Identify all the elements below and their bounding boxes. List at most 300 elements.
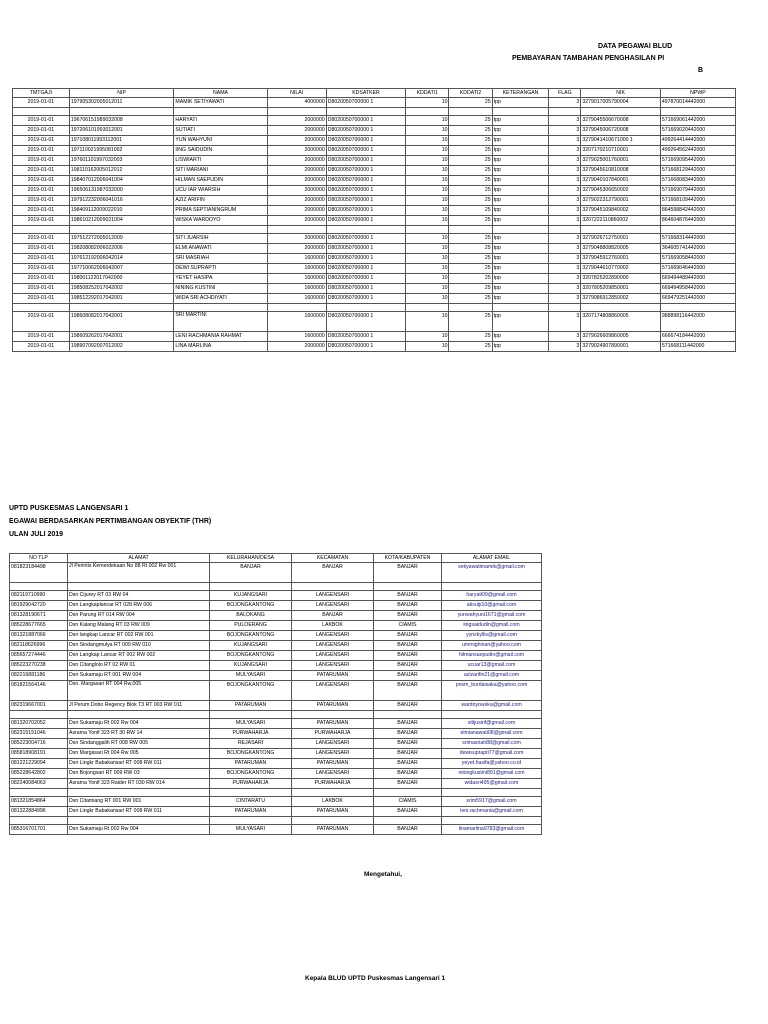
table1-cell: tpp xyxy=(492,116,549,126)
table2-cell: PATARUMAN xyxy=(292,671,374,681)
table2-row xyxy=(10,651,542,661)
table1-empty-cell xyxy=(449,108,492,116)
table1-cell: 3279040107840001 xyxy=(581,176,661,186)
table1-cell: HARYATI xyxy=(174,116,267,126)
table1-cell: 10 xyxy=(406,146,449,156)
table1-cell: 2000000 xyxy=(267,206,326,216)
table1-cell: 25 xyxy=(449,206,492,216)
table1-empty-cell xyxy=(492,226,549,234)
table2-cell[interactable]: leni.rachmania@gmail.com xyxy=(442,807,542,817)
table1-empty-cell xyxy=(326,304,406,312)
table2-row xyxy=(10,729,542,739)
table1-row xyxy=(13,196,736,206)
table1-cell: 1600000 xyxy=(267,312,326,332)
table1-cell: tpp xyxy=(492,176,549,186)
table1-cell: 571669020442000 xyxy=(660,126,735,136)
table1-cell: 4000000 xyxy=(267,98,326,108)
table2-cell: MULYASARI xyxy=(210,719,292,729)
table1-cell: D8020050700000 1 xyxy=(326,146,406,156)
table1-empty-cell xyxy=(69,304,174,312)
table1-cell: 1600000 xyxy=(267,254,326,264)
table2-row xyxy=(10,641,542,651)
table1-cell: 3 xyxy=(549,254,581,264)
table1-cell: 2019-01-01 xyxy=(13,244,70,254)
table1-cell: 2019-01-01 xyxy=(13,156,70,166)
table2-cell: LANGENSARI xyxy=(292,631,374,641)
table2-cell: BANJAR xyxy=(374,779,442,789)
table1-cell: 197601101997032003 xyxy=(69,156,174,166)
table1-cell: 3279025001760001 xyxy=(581,156,661,166)
table2-row xyxy=(10,719,542,729)
table2-cell: Dsn Lingkr Babakansari RT 008 RW 011 xyxy=(68,759,210,769)
table1-cell: tpp xyxy=(492,206,549,216)
table2-cell: 082119710990 xyxy=(10,591,68,601)
table1-cell: 1600000 xyxy=(267,264,326,274)
table1-row xyxy=(13,254,736,264)
table1-cell: LENI RACHMANIA RAHMAT xyxy=(174,332,267,342)
table2-cell: 082319667001 xyxy=(10,701,68,711)
table2-cell: 085316701701 xyxy=(10,825,68,835)
table2-cell: BANJAR xyxy=(374,701,442,711)
table1-cell: 10 xyxy=(406,98,449,108)
table1-cell: 10 xyxy=(406,284,449,294)
table2-cell: BANJAR xyxy=(374,651,442,661)
table1-cell: 2000000 xyxy=(267,156,326,166)
table1-cell: 2019-01-01 xyxy=(13,234,70,244)
table1-empty-cell xyxy=(174,304,267,312)
table1-empty-cell xyxy=(69,108,174,116)
table1-cell: NINING KUSTINI xyxy=(174,284,267,294)
table1-cell: 10 xyxy=(406,116,449,126)
table1-cell: 3 xyxy=(549,196,581,206)
table1-cell: D8020050700000 1 xyxy=(326,264,406,274)
table2-row xyxy=(10,701,542,711)
table2-cell: LANGENSARI xyxy=(292,769,374,779)
table2-cell: BANJAR xyxy=(374,749,442,759)
table1-cell: 25 xyxy=(449,244,492,254)
table1-cell: 3279045006720008 xyxy=(581,126,661,136)
table2-cell: BANJAR xyxy=(374,611,442,621)
table2-cell: Asrama Yonif 323 RT 30 RW 14 xyxy=(68,729,210,739)
table1-empty-cell xyxy=(549,108,581,116)
table1-cell: 3207174808860005 xyxy=(581,312,661,332)
table1-cell: 3 xyxy=(549,244,581,254)
table2-cell[interactable]: haryati09@gmail.com xyxy=(442,591,542,601)
table1-cell: 571668129442000 xyxy=(660,166,735,176)
table2-cell: Dsn Cijurey RT 03 RW 04 xyxy=(68,591,210,601)
table1-cell: 196706151989032008 xyxy=(69,116,174,126)
table1-cell: tpp xyxy=(492,166,549,176)
table1-cell: 197110021995081002 xyxy=(69,146,174,156)
table1-cell: 25 xyxy=(449,254,492,264)
table2-cell[interactable]: widasri495@gmail.com xyxy=(442,779,542,789)
table1-cell: 25 xyxy=(449,216,492,226)
table2-cell: BANJAR xyxy=(374,719,442,729)
table1-cell: 3279041410671000 1 xyxy=(581,136,661,146)
table2-cell: REJASARI xyxy=(210,739,292,749)
table2-row xyxy=(10,611,542,621)
table1-cell: 2000000 xyxy=(267,116,326,126)
table1-cell: D8020050700000 1 xyxy=(326,156,406,166)
table1-cell: 10 xyxy=(406,156,449,166)
table2-cell[interactable]: ucuar13@gmail.com xyxy=(442,661,542,671)
table2-cell: 082315151046 xyxy=(10,729,68,739)
table2-cell: Jl Perum Dobo Regency Blok T3 RT 003 RW 011 xyxy=(68,701,210,711)
table1-cell: 3279045109840002 xyxy=(581,206,661,216)
table1-cell: 198907092007012002 xyxy=(69,342,174,352)
table1-cell: ELMI ANAWATI xyxy=(174,244,267,254)
table1-cell: 3 xyxy=(549,136,581,146)
table2-cell: PATARUMAN xyxy=(292,719,374,729)
table2-cell: LANGENSARI xyxy=(292,651,374,661)
table1-cell: SITI MARIANI xyxy=(174,166,267,176)
table1-cell: 571669061442000 xyxy=(660,116,735,126)
table2-cell[interactable]: hilmansaepudin@gmail.com xyxy=(442,651,542,661)
table1-cell: 571669095442000 xyxy=(660,156,735,166)
table1-cell: tpp xyxy=(492,274,549,284)
table1-cell: D8020050700000 1 xyxy=(326,342,406,352)
table1-cell: 2000000 xyxy=(267,216,326,226)
table1-cell: 10 xyxy=(406,332,449,342)
table2-cell: 085223004716 xyxy=(10,739,68,749)
table2-cell[interactable]: yyrizkyllis@gmail.com xyxy=(442,631,542,641)
table2-cell: Dsn Lingkr Babakansari RT 008 RW 011 xyxy=(68,807,210,817)
table1-cell: D8020050700000 1 xyxy=(326,332,406,342)
table1-empty-cell xyxy=(492,304,549,312)
table1-cell: 3 xyxy=(549,176,581,186)
table2-row xyxy=(10,631,542,641)
table1-cell: tpp xyxy=(492,186,549,196)
table2-empty-cell xyxy=(442,711,542,719)
table2-cell: 085223270238 xyxy=(10,661,68,671)
table1-cell: tpp xyxy=(492,332,549,342)
table1-cell: 571669058442000 xyxy=(660,254,735,264)
table2-empty-cell xyxy=(442,817,542,825)
table2-cell: Dsn Sukamaju Rt 002 Rw 004 xyxy=(68,825,210,835)
table2-empty-cell xyxy=(442,583,542,591)
table2-cell[interactable]: srimasriah88@gmail.com xyxy=(442,739,542,749)
table1-row xyxy=(13,206,736,216)
table1-cell: 2019-01-01 xyxy=(13,254,70,264)
table2-cell: PURWAHARJA xyxy=(292,729,374,739)
table1-cell: 2019-01-01 xyxy=(13,294,70,304)
table1-cell: 197912232006041016 xyxy=(69,196,174,206)
table1-cell: 10 xyxy=(406,342,449,352)
table2-cell[interactable]: yeyet.hasifa@yahoo.co.id xyxy=(442,759,542,769)
contact-table-header xyxy=(10,554,542,563)
table1-cell: 3279048808820005 xyxy=(581,244,661,254)
table1-cell: DEWI SUPRAPTI xyxy=(174,264,267,274)
table1-row xyxy=(13,284,736,294)
table2-cell: 085228642802 xyxy=(10,769,68,779)
table1-cell: 2000000 xyxy=(267,186,326,196)
table1-cell: 198208082006022006 xyxy=(69,244,174,254)
table2-cell: 085818908191 xyxy=(10,749,68,759)
contact-table xyxy=(9,553,542,835)
table1-cell: D8020050700000 1 xyxy=(326,206,406,216)
table1-cell: 2019-01-01 xyxy=(13,284,70,294)
table1-cell: 3 xyxy=(549,146,581,156)
table2-cell: PURWAHARJA xyxy=(292,779,374,789)
table2-cell: BOJONGKANTONG xyxy=(210,651,292,661)
table1-row xyxy=(13,136,736,146)
table1-cell: LISWIARTI xyxy=(174,156,267,166)
table1-cell: 25 xyxy=(449,166,492,176)
table2-row xyxy=(10,601,542,611)
table2-cell[interactable]: dewisuprapti77@gmail.com xyxy=(442,749,542,759)
table1-empty-cell xyxy=(326,226,406,234)
pegawai-table-header xyxy=(13,89,736,98)
table1-cell: IING SAIDUDIN xyxy=(174,146,267,156)
table1-cell: 3279045506670008 xyxy=(581,116,661,126)
table2-empty-cell xyxy=(10,583,68,591)
table1-cell: 2000000 xyxy=(267,146,326,156)
kepala-signature-label: Kepala BLUD UPTD Puskesmas Langensari 1 xyxy=(305,975,446,982)
table1-cell: 25 xyxy=(449,156,492,166)
table1-cell: 2019-01-01 xyxy=(13,116,70,126)
table2-empty-cell xyxy=(292,789,374,797)
table2-col-header: NO TLP xyxy=(10,554,68,563)
table2-empty-cell xyxy=(68,789,210,797)
table1-cell: 198508252017042002 xyxy=(69,284,174,294)
table1-cell: 25 xyxy=(449,274,492,284)
section2-title: UPTD PUSKESMAS LANGENSARI 1 xyxy=(9,505,129,512)
doc-title: DATA PEGAWAI BLUD xyxy=(598,43,673,50)
table1-empty-cell xyxy=(174,226,267,234)
table2-cell[interactable]: linamarlina9783@gmail.com xyxy=(442,825,542,835)
table2-cell: PURWAHARJA xyxy=(210,779,292,789)
table1-empty-cell xyxy=(581,108,661,116)
table1-cell: YUN WAHYUNI xyxy=(174,136,267,146)
table1-row xyxy=(13,186,736,196)
table1-cell: AZIZ ARIFIN xyxy=(174,196,267,206)
table1-cell: 571668111442000 xyxy=(660,342,735,352)
table1-cell: 2019-01-01 xyxy=(13,166,70,176)
table1-cell: tpp xyxy=(492,294,549,304)
table1-cell: 2019-01-01 xyxy=(13,196,70,206)
table1-row xyxy=(13,342,736,352)
table1-cell: 197108011993112001 xyxy=(69,136,174,146)
table1-cell: D8020050700000 1 xyxy=(326,294,406,304)
table2-cell: LANGENSARI xyxy=(292,749,374,759)
table1-col-header: KDSATKER xyxy=(326,89,406,98)
table2-col-header: ALAMAT xyxy=(68,554,210,563)
table1-cell: SITI JUARSIH xyxy=(174,234,267,244)
table1-cell: 25 xyxy=(449,146,492,156)
table1-cell: 3 xyxy=(549,166,581,176)
table2-row xyxy=(10,797,542,807)
table1-cell: 2019-01-01 xyxy=(13,98,70,108)
table1-cell: tpp xyxy=(492,126,549,136)
table2-row xyxy=(10,789,542,797)
table1-cell: UCU IAR WIARSIH xyxy=(174,186,267,196)
table1-row xyxy=(13,274,736,284)
table1-cell: 497870014442000 xyxy=(660,98,735,108)
table2-cell: PATARUMAN xyxy=(292,807,374,817)
table2-cell: 081823184498 xyxy=(10,563,68,583)
table1-empty-cell xyxy=(406,108,449,116)
table1-cell: 1600000 xyxy=(267,294,326,304)
table1-cell: 3207825202890000 xyxy=(581,274,661,284)
table2-cell: 085657274446 xyxy=(10,651,68,661)
table2-cell: BANJAR xyxy=(374,671,442,681)
table2-cell: BANJAR xyxy=(374,759,442,769)
table1-cell: 10 xyxy=(406,254,449,264)
table1-cell: 3207805209850001 xyxy=(581,284,661,294)
table1-cell: 2000000 xyxy=(267,176,326,186)
doc-subtitle: PEMBAYARAN TAMBAHAN PENGHASILAN PI xyxy=(512,55,665,62)
table2-cell[interactable]: prism_burdaisaka@yahoo.com xyxy=(442,681,542,701)
table1-cell: 25 xyxy=(449,126,492,136)
table1-cell: 3279026609860005 xyxy=(581,332,661,342)
table1-cell: D8020050700000 1 xyxy=(326,98,406,108)
table2-empty-cell xyxy=(10,817,68,825)
table1-cell: 3 xyxy=(549,116,581,126)
table1-cell: D8020050700000 1 xyxy=(326,274,406,284)
table1-cell: 364605741442000 xyxy=(660,244,735,254)
table1-cell: 198001122017042000 xyxy=(69,274,174,284)
table1-cell: 3 xyxy=(549,332,581,342)
table2-cell: CIAMIS xyxy=(374,621,442,631)
table2-cell[interactable]: elmianawati08@gmail.com xyxy=(442,729,542,739)
table2-col-header: KELURAHAN/DESA xyxy=(210,554,292,563)
table1-cell: tpp xyxy=(492,98,549,108)
table1-cell: MAMIK SETIYAWATI xyxy=(174,98,267,108)
table2-cell[interactable]: setiyawatimamik@gmail.com xyxy=(442,563,542,583)
table1-cell: 669494489442000 xyxy=(660,274,735,284)
table1-empty-cell xyxy=(267,108,326,116)
table2-cell: BANJAR xyxy=(374,739,442,749)
table2-cell[interactable]: srim5917@gmail.com xyxy=(442,797,542,807)
table2-cell: Dsn langkap Lancar RT 002 RW 001 xyxy=(68,631,210,641)
table1-cell: 25 xyxy=(449,234,492,244)
table2-cell: LANGENSARI xyxy=(292,591,374,601)
table2-row xyxy=(10,591,542,601)
table1-empty-cell xyxy=(549,226,581,234)
table2-empty-cell xyxy=(68,711,210,719)
table1-cell: D8020050700000 1 xyxy=(326,136,406,146)
table2-cell: 082216881186 xyxy=(10,671,68,681)
table1-cell: 571668314442000 xyxy=(660,234,735,244)
table1-cell: D8020050700000 1 xyxy=(326,254,406,264)
table1-cell: 988898116442000 xyxy=(660,312,735,332)
table1-cell: tpp xyxy=(492,136,549,146)
table1-cell: 10 xyxy=(406,234,449,244)
table1-cell: 3207170210710001 xyxy=(581,146,661,156)
table2-cell[interactable]: ummighinan@yahoo.com xyxy=(442,641,542,651)
table1-row xyxy=(13,304,736,312)
section2-period: ULAN JULI 2019 xyxy=(9,531,64,538)
table2-row xyxy=(10,671,542,681)
table2-cell: BALOKANG xyxy=(210,611,292,621)
table2-cell: CINTARATU xyxy=(210,797,292,807)
table1-empty-cell xyxy=(660,304,735,312)
table1-cell: 25 xyxy=(449,312,492,332)
table2-cell: 081221229094 xyxy=(10,759,68,769)
table2-cell: 085228677665 xyxy=(10,621,68,631)
table1-cell: 3 xyxy=(549,98,581,108)
table1-col-header: NILAI xyxy=(267,89,326,98)
table2-cell: BANJAR xyxy=(374,825,442,835)
table2-cell: KUJANGSARI xyxy=(210,591,292,601)
table1-cell: 571668109442000 xyxy=(660,196,735,206)
table2-cell: Dsn Bojongsari RT 009 RW 03 xyxy=(68,769,210,779)
table1-cell: 2000000 xyxy=(267,126,326,136)
table2-cell: Dsn. Margasari RT 004 Rw.005 xyxy=(68,681,210,701)
table1-cell: 669479251442000 xyxy=(660,294,735,304)
table1-cell: D8020050700000 1 xyxy=(326,186,406,196)
table1-cell: 10 xyxy=(406,274,449,284)
table2-empty-cell xyxy=(210,711,292,719)
table2-cell: PATARUMAN xyxy=(292,701,374,711)
table1-empty-cell xyxy=(267,304,326,312)
table1-cell: 1600000 xyxy=(267,332,326,342)
table2-cell: Dsn Citamiang RT 001 RW 001 xyxy=(68,797,210,807)
table1-cell: 499264562442000 xyxy=(660,146,735,156)
table2-cell: BOJONGKANTONG xyxy=(210,769,292,779)
table2-cell[interactable]: wardoyowska@gmail.com xyxy=(442,701,542,711)
table1-cell: 10 xyxy=(406,196,449,206)
table1-cell: D8020050700000 1 xyxy=(326,216,406,226)
table1-cell: D8020050700000 1 xyxy=(326,126,406,136)
table2-cell[interactable]: iingsaidudin@gmail.com xyxy=(442,621,542,631)
table1-cell: 3279017005790004 xyxy=(581,98,661,108)
table1-cell: 2019-01-01 xyxy=(13,206,70,216)
table1-cell: 1600000 xyxy=(267,284,326,294)
table1-cell: 25 xyxy=(449,116,492,126)
table2-row xyxy=(10,563,542,583)
table2-empty-cell xyxy=(374,817,442,825)
table2-cell: 081321854864 xyxy=(10,797,68,807)
table2-cell: PATARUMAN xyxy=(292,825,374,835)
table1-cell: 25 xyxy=(449,284,492,294)
table2-cell[interactable]: yunwahyuni1671@gmail.com xyxy=(442,611,542,621)
table2-row xyxy=(10,621,542,631)
table2-empty-cell xyxy=(374,583,442,591)
table1-cell: 3 xyxy=(549,274,581,284)
table1-row xyxy=(13,294,736,304)
table1-cell: 10 xyxy=(406,216,449,226)
table2-cell: LANGENSARI xyxy=(292,601,374,611)
table1-cell: HILMAN SAEPUDIN xyxy=(174,176,267,186)
table1-cell: 2019-01-01 xyxy=(13,176,70,186)
table2-cell: BANJAR xyxy=(374,631,442,641)
table1-empty-cell xyxy=(581,226,661,234)
table1-cell: 3279086912850002 xyxy=(581,294,661,304)
table2-cell: LANGENSARI xyxy=(292,641,374,651)
table1-cell: 198610212009021004 xyxy=(69,216,174,226)
table1-cell: tpp xyxy=(492,156,549,166)
table1-cell: tpp xyxy=(492,254,549,264)
section2-subtitle: EGAWAI BERDASARKAN PERTIMBANGAN OBYEKTIF (THR) xyxy=(9,518,212,525)
table1-cell: 3279022312790001 xyxy=(581,196,661,206)
table2-cell[interactable]: atisutji10@gmail.com xyxy=(442,601,542,611)
table1-cell: 3 xyxy=(549,264,581,274)
table2-row xyxy=(10,711,542,719)
table1-cell: tpp xyxy=(492,284,549,294)
table2-row xyxy=(10,759,542,769)
table1-cell: 571668083442000 xyxy=(660,176,735,186)
table2-cell[interactable]: sitijusirif@gmail.com xyxy=(442,719,542,729)
table2-cell[interactable]: azizarifin21@gmail.com xyxy=(442,671,542,681)
table2-cell: 081328190671 xyxy=(10,611,68,621)
table1-col-header: TMTGAJI xyxy=(13,89,70,98)
table2-cell: PATARUMAN xyxy=(292,759,374,769)
table2-empty-cell xyxy=(210,817,292,825)
table2-cell[interactable]: niningkustini891@gmail.com xyxy=(442,769,542,779)
table2-empty-cell xyxy=(210,789,292,797)
table1-cell: 197512272005012009 xyxy=(69,234,174,244)
